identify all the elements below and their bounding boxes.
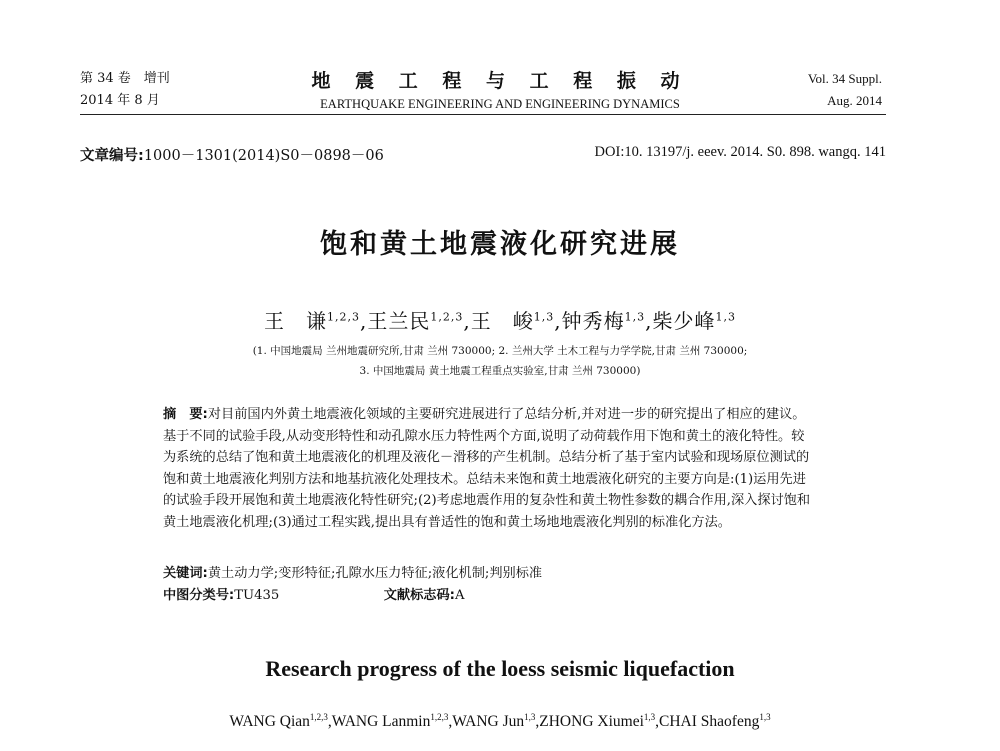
author-name: 王 峻 [470, 309, 534, 333]
author-name-en: WANG Jun [452, 713, 525, 731]
author-name-en: WANG Qian [229, 713, 310, 731]
author-name: 王 谦 [264, 309, 328, 333]
volume-cn: 第 34 卷 增刊 [80, 71, 170, 86]
author-list-en: WANG Qian$^{1,2,3}$,WANG Lanmin$^{1,2,3}$,WANG Jun$^{1,3}$,ZHONG Xiumei$^{1,3}$,CHAI Shaofeng$^{1,3}$ [229, 712, 771, 731]
date-en: Aug. 2014 [827, 93, 882, 108]
affiliation-line-1: (1. 中国地震局 兰州地震研究所,甘肃 兰州 730000; 2. 兰州大学 土木工程与力学学院,甘肃 兰州 730000; [252, 345, 748, 357]
doc-code-value: A [454, 588, 465, 603]
author-affiliation-mark: 1,3 [715, 310, 736, 324]
author-list-cn: 王 谦$^{1,2,3}$,王兰民$^{1,2,3}$,王 峻$^{1,3}$,钟秀梅$^{1,3}$,柴少峰$^{1,3}$ [264, 309, 736, 333]
paper-title-cn: 饱和黄土地震液化研究进展 [320, 229, 680, 260]
journal-title-cn: 地 震 工 程 与 工 程 振 动 [311, 70, 689, 92]
author-affiliation-mark: 1,2,3 [327, 310, 361, 324]
author-affiliation-mark: 1,2,3 [430, 310, 464, 324]
author-name-en: WANG Lanmin [331, 713, 431, 731]
abstract-label: 摘 要: [163, 407, 208, 422]
volume-en: Vol. 34 Suppl. [807, 71, 882, 86]
abstract-text: 对目前国内外黄土地震液化领域的主要研究进展进行了总结分析,并对进一步的研究提出了相应的建议。基于不同的试验手段,从动变形特性和动孔隙水压力特性两个方面,说明了动荷载作用下饱和黄土的液化特性。较为系统的总结了饱和黄土地震液化的机理及液化－滑移的产生机制。总结分析了基于室内试验和现场原位测试的饱和黄土地震液化判别方法和地基抗液化处理技术。总结未来饱和黄土地震液化研究的主要方向是:(1)运用先进的试验手段开展饱和黄土地震液化特性研究;(2)考虑地震作用的复杂性和黄土物性参数的耦合作用,深入探讨饱和黄土地震液化机理;(3)通过工程实践,提出具有普适性的饱和黄土场地地震液化判别的标准化方法。 [163, 407, 811, 530]
author-affiliation-mark-en: 1,2,3 [430, 712, 449, 722]
doi: DOI:10. 13197/j. eeev. 2014. S0. 898. wangq. 141 [594, 144, 886, 160]
keywords-text: 黄土动力学;变形特征;孔隙水压力特征;液化机制;判别标准 [207, 566, 543, 581]
author-name-en: ZHONG Xiumei [539, 713, 644, 731]
article-number-value: 1000－1301(2014)S0－0898－06 [143, 148, 384, 164]
author-affiliation-mark-en: 1,3 [643, 712, 656, 722]
journal-title-en: EARTHQUAKE ENGINEERING AND ENGINEERING DYNAMICS [320, 97, 680, 111]
clc-value: TU435 [234, 588, 280, 603]
article-number-label: 文章编号: [80, 148, 144, 164]
author-affiliation-mark-en: 1,3 [759, 712, 771, 722]
author-affiliation-mark: 1,3 [533, 310, 555, 324]
article-number [80, 144, 384, 165]
author-name: 钟秀梅 [561, 309, 625, 333]
author-name: 柴少峰 [652, 309, 716, 333]
header-rule [80, 114, 886, 115]
paper-title-en: Research progress of the loess seismic liquefaction [265, 656, 735, 681]
classification [163, 584, 464, 603]
author-affiliation-mark-en: 1,2,3 [309, 712, 328, 722]
abstract [163, 404, 813, 534]
doc-code-label: 文献标志码: [383, 588, 455, 603]
running-header-right [808, 68, 882, 112]
author-affiliation-mark-en: 1,3 [524, 712, 536, 722]
author-affiliation-mark: 1,3 [624, 310, 646, 324]
keywords [163, 562, 542, 581]
clc-label: 中图分类号: [163, 588, 235, 603]
affiliation-line-2: 3. 中国地震局 黄土地震工程重点实验室,甘肃 兰州 730000) [359, 365, 641, 377]
date-cn: 2014 年 8 月 [80, 93, 160, 108]
author-name-en: CHAI Shaofeng [659, 713, 760, 731]
keywords-label: 关键词: [163, 566, 208, 581]
author-name: 王兰民 [367, 309, 431, 333]
